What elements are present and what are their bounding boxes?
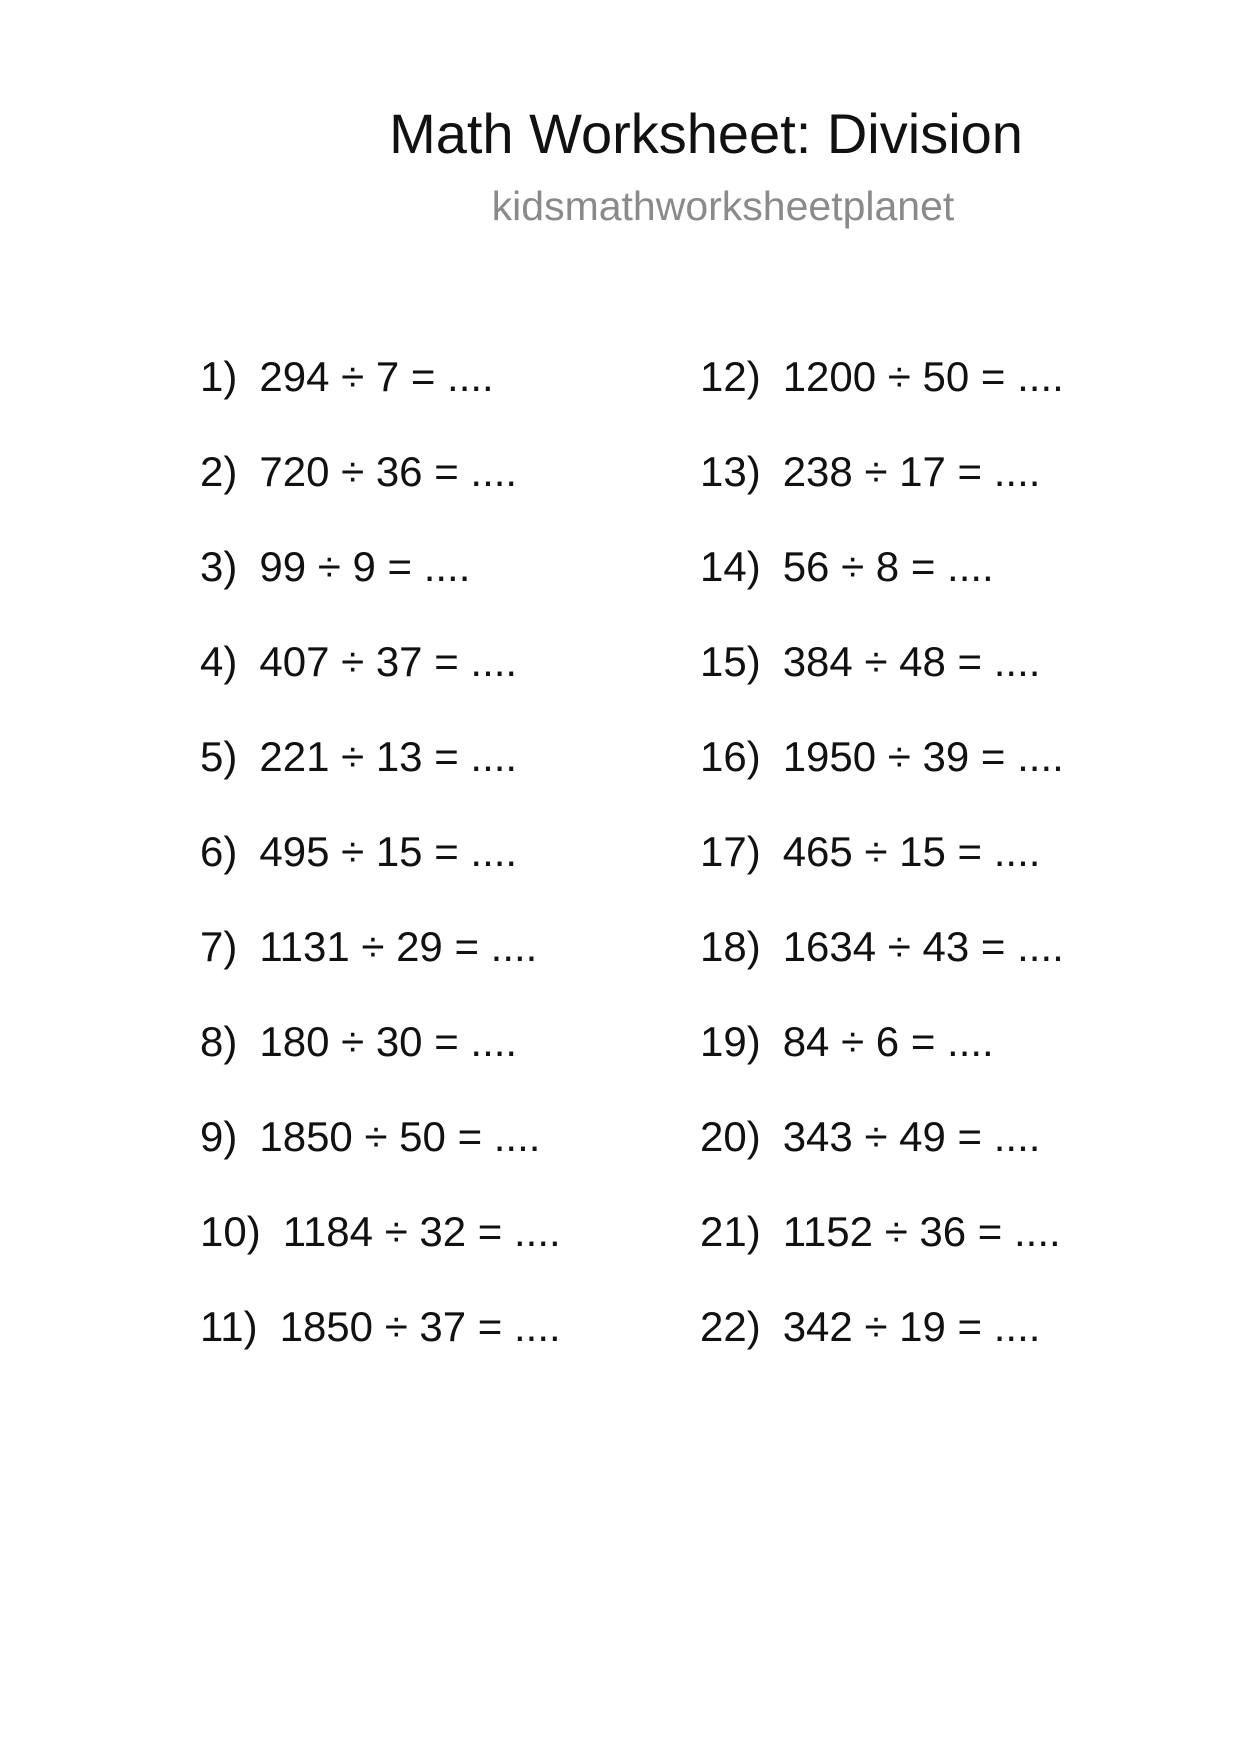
problem-number: 13): [700, 448, 761, 495]
problem-expression: 495 ÷ 15 = ....: [259, 828, 518, 875]
problem-expression: 1950 ÷ 39 = ....: [782, 733, 1064, 780]
problem-expression: 1634 ÷ 43 = ....: [782, 923, 1064, 970]
problem-number: 4): [200, 638, 238, 685]
problem-expression: 99 ÷ 9 = ....: [259, 543, 471, 590]
page-subtitle: kidsmathworksheetplanet: [491, 183, 955, 229]
problem-expression: 180 ÷ 30 = ....: [259, 1018, 518, 1065]
problem-expression: 720 ÷ 36 = ....: [259, 448, 518, 495]
problem-number: 14): [700, 543, 761, 590]
problem-14: [700, 537, 1064, 632]
problem-expression: 84 ÷ 6 = ....: [782, 1018, 994, 1065]
problem-11: [200, 1297, 561, 1392]
problem-expression: 294 ÷ 7 = ....: [259, 353, 494, 400]
problem-number: 6): [200, 828, 238, 875]
problem-expression: 343 ÷ 49 = ....: [782, 1113, 1041, 1160]
problem-1: [200, 347, 561, 442]
problem-number: 20): [700, 1113, 761, 1160]
problem-number: 18): [700, 923, 761, 970]
problem-expression: 342 ÷ 19 = ....: [782, 1303, 1041, 1350]
problem-expression: 465 ÷ 15 = ....: [782, 828, 1041, 875]
problem-number: 11): [200, 1303, 258, 1350]
problem-number: 5): [200, 733, 238, 780]
problem-7: [200, 917, 561, 1012]
problem-expression: 1152 ÷ 36 = ....: [782, 1208, 1061, 1255]
problem-number: 21): [700, 1208, 761, 1255]
problem-number: 12): [700, 353, 761, 400]
problem-expression: 407 ÷ 37 = ....: [259, 638, 518, 685]
problem-17: [700, 822, 1064, 917]
problem-number: 17): [700, 828, 761, 875]
problem-number: 2): [200, 448, 238, 495]
problem-12: [700, 347, 1064, 442]
problem-number: 19): [700, 1018, 761, 1065]
problem-5: [200, 727, 561, 822]
problem-expression: 1131 ÷ 29 = ....: [259, 923, 538, 970]
problem-13: [700, 442, 1064, 537]
problem-expression: 238 ÷ 17 = ....: [782, 448, 1041, 495]
problem-number: 8): [200, 1018, 238, 1065]
problem-10: [200, 1202, 561, 1297]
problem-expression: 221 ÷ 13 = ....: [259, 733, 518, 780]
problem-18: [700, 917, 1064, 1012]
problem-number: 10): [200, 1208, 261, 1255]
problem-15: [700, 632, 1064, 727]
problem-3: [200, 537, 561, 632]
problem-6: [200, 822, 561, 917]
problem-number: 9): [200, 1113, 238, 1160]
problem-list-right: [700, 347, 1064, 1392]
problem-number: 16): [700, 733, 761, 780]
problem-expression: 1200 ÷ 50 = ....: [782, 353, 1064, 400]
problem-9: [200, 1107, 561, 1202]
problem-number: 3): [200, 543, 238, 590]
problem-number: 7): [200, 923, 238, 970]
problem-expression: 1184 ÷ 32 = ....: [282, 1208, 561, 1255]
problem-21: [700, 1202, 1064, 1297]
problem-list-left: [200, 347, 561, 1392]
problem-number: 1): [200, 353, 238, 400]
problem-expression: 1850 ÷ 37 = ....: [279, 1303, 561, 1350]
problem-expression: 384 ÷ 48 = ....: [782, 638, 1041, 685]
problem-16: [700, 727, 1064, 822]
problem-number: 15): [700, 638, 761, 685]
problem-8: [200, 1012, 561, 1107]
problem-22: [700, 1297, 1064, 1392]
problem-expression: 1850 ÷ 50 = ....: [259, 1113, 541, 1160]
page-title: Math Worksheet: Division: [389, 102, 1023, 165]
problem-2: [200, 442, 561, 537]
problem-expression: 56 ÷ 8 = ....: [782, 543, 994, 590]
problem-4: [200, 632, 561, 727]
problem-20: [700, 1107, 1064, 1202]
problem-number: 22): [700, 1303, 761, 1350]
problem-19: [700, 1012, 1064, 1107]
